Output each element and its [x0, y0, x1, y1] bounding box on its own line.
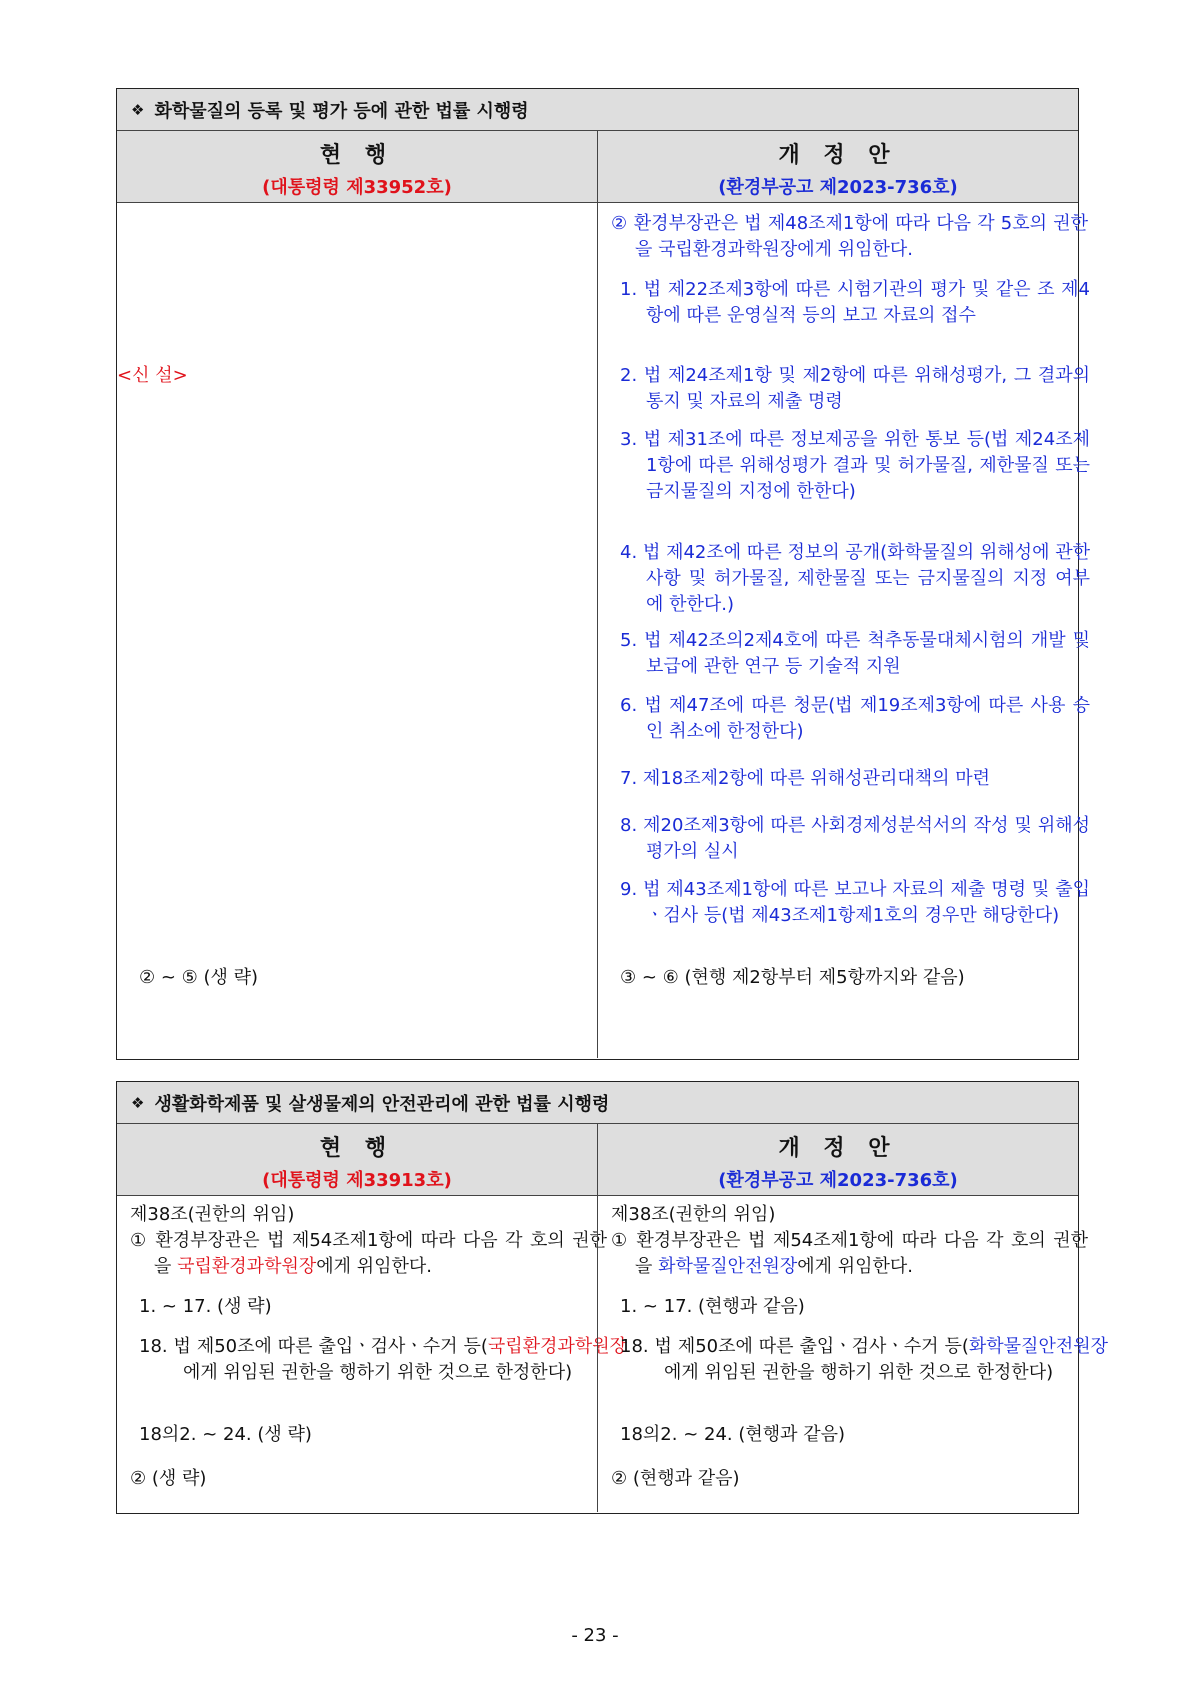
item-18-text: 18. 법 제50조에 따른 출입ㆍ검사ㆍ수거 등(: [139, 1336, 488, 1357]
current-tail-clause: ② ~ ⑤ (생 략): [139, 967, 259, 988]
law-table-chemical-registration: [116, 88, 1090, 1060]
article-heading: 제38조(권한의 위임): [130, 1204, 295, 1225]
amended-item-9: 9. 법 제43조제1항에 따른 보고나 자료의 제출 명령 및 출입ㆍ검사 등(법 제43조제1항제1호의 경우만 해당한다): [620, 879, 1090, 926]
item-18-text: 18. 법 제50조에 따른 출입ㆍ검사ㆍ수거 등(: [620, 1336, 969, 1357]
delegate-highlight: 국립환경과학원장: [177, 1256, 317, 1277]
delegate-highlight: 화학물질안전원장: [658, 1256, 798, 1277]
table-title-text: 생활화학제품 및 살생물제의 안전관리에 관한 법률 시행령: [154, 1093, 610, 1115]
header-current: [117, 1124, 597, 1195]
item-18-end: 에게 위임된 권한을 행하기 위한 것으로 한정한다): [183, 1362, 573, 1383]
clause-2: ② (현행과 같음): [611, 1468, 740, 1489]
clause-1: [130, 1228, 607, 1280]
diamond-bullet-icon: ❖: [131, 1093, 145, 1112]
header-current-ref: (대통령령 제33952호): [262, 177, 452, 198]
amended-item-2: 2. 법 제24조제1항 및 제2항에 따른 위해성평가, 그 결과의 통지 및 자료의 제출 명령: [620, 365, 1090, 412]
current-column: [117, 203, 597, 1058]
amended-column: [597, 203, 1090, 1058]
item-18-end: 에게 위임된 권한을 행하기 위한 것으로 한정한다): [664, 1362, 1054, 1383]
amended-item-1: 1. 법 제22조제3항에 따른 시험기관의 평가 및 같은 조 제4항에 따른 운영실적 등의 보고 자료의 접수: [620, 279, 1090, 326]
amended-intro-clause: ② 환경부장관은 법 제48조제1항에 따라 다음 각 5호의 권한을 국립환경과학원장에게 위임한다.: [611, 213, 1088, 260]
header-current-ref: (대통령령 제33913호): [262, 1170, 452, 1191]
clause-1-end: 에게 위임한다.: [797, 1256, 914, 1277]
amended-item-7: 7. 제18조제2항에 따른 위해성관리대책의 마련: [620, 768, 991, 789]
item-18-2-24: 18의2. ~ 24. (생 략): [139, 1424, 312, 1445]
table-title: [117, 1082, 1078, 1124]
table-header: [117, 1124, 1078, 1196]
table-title: [117, 89, 1078, 131]
diamond-bullet-icon: ❖: [131, 100, 145, 119]
delegate-highlight: 국립환경과학원장: [487, 1336, 627, 1357]
current-column: [117, 1196, 627, 1512]
header-current: [117, 131, 597, 202]
item-1-17: 1. ~ 17. (현행과 같음): [620, 1296, 805, 1317]
header-amended-ref: (환경부공고 제2023-736호): [718, 177, 958, 198]
amended-item-4: 4. 법 제42조에 따른 정보의 공개(화학물질의 위해성에 관한 사항 및 허가물질, 제한물질 또는 금지물질의 지정 여부에 한한다.): [620, 542, 1090, 615]
new-provision-marker: <신 설>: [117, 365, 188, 386]
amended-item-3: 3. 법 제31조에 따른 정보제공을 위한 통보 등(법 제24조제1항에 따른 위해성평가 결과 및 허가물질, 제한물질 또는 금지물질의 지정에 한한다): [620, 429, 1090, 502]
item-1-17: 1. ~ 17. (생 략): [139, 1296, 272, 1317]
header-current-label: 현 행: [319, 143, 395, 168]
item-18-2-24: 18의2. ~ 24. (현행과 같음): [620, 1424, 846, 1445]
table-title-text: 화학물질의 등록 및 평가 등에 관한 법률 시행령: [154, 100, 529, 122]
table-body: [117, 1196, 1108, 1512]
table-header: [117, 131, 1078, 203]
amended-item-5: 5. 법 제42조의2제4호에 따른 척추동물대체시험의 개발 및 보급에 관한 연구 등 기술적 지원: [620, 630, 1090, 677]
header-amended: [597, 131, 1078, 202]
amended-item-8: 8. 제20조제3항에 따른 사회경제성분석서의 작성 및 위해성평가의 실시: [620, 815, 1090, 862]
amended-column: [597, 1196, 1108, 1512]
clause-2: ② (생 략): [130, 1468, 207, 1489]
clause-1-text: ① 환경부장관은 법 제54조제1항에 따라 다음 각 호의 권한을: [130, 1230, 607, 1277]
clause-1-end: 에게 위임한다.: [316, 1256, 433, 1277]
header-amended-ref: (환경부공고 제2023-736호): [718, 1170, 958, 1191]
law-table-household-chemicals: [116, 1081, 1108, 1514]
amended-item-6: 6. 법 제47조에 따른 청문(법 제19조제3항에 따른 사용 승인 취소에 한정한다): [620, 695, 1090, 742]
header-current-label: 현 행: [319, 1136, 395, 1161]
amended-tail-clause: ③ ~ ⑥ (현행 제2항부터 제5항까지와 같음): [620, 967, 965, 988]
page-number: - 23 -: [571, 1625, 619, 1646]
header-amended-label: 개 정 안: [778, 143, 898, 168]
header-amended-label: 개 정 안: [778, 1136, 898, 1161]
article-heading: 제38조(권한의 위임): [611, 1204, 776, 1225]
table-body: [117, 203, 1090, 1058]
item-18: [139, 1334, 627, 1386]
clause-1: [611, 1228, 1088, 1280]
delegate-highlight: 화학물질안전원장: [968, 1336, 1108, 1357]
item-18: [620, 1334, 1108, 1386]
clause-1-text: ① 환경부장관은 법 제54조제1항에 따라 다음 각 호의 권한을: [611, 1230, 1088, 1277]
header-amended: [597, 1124, 1078, 1195]
